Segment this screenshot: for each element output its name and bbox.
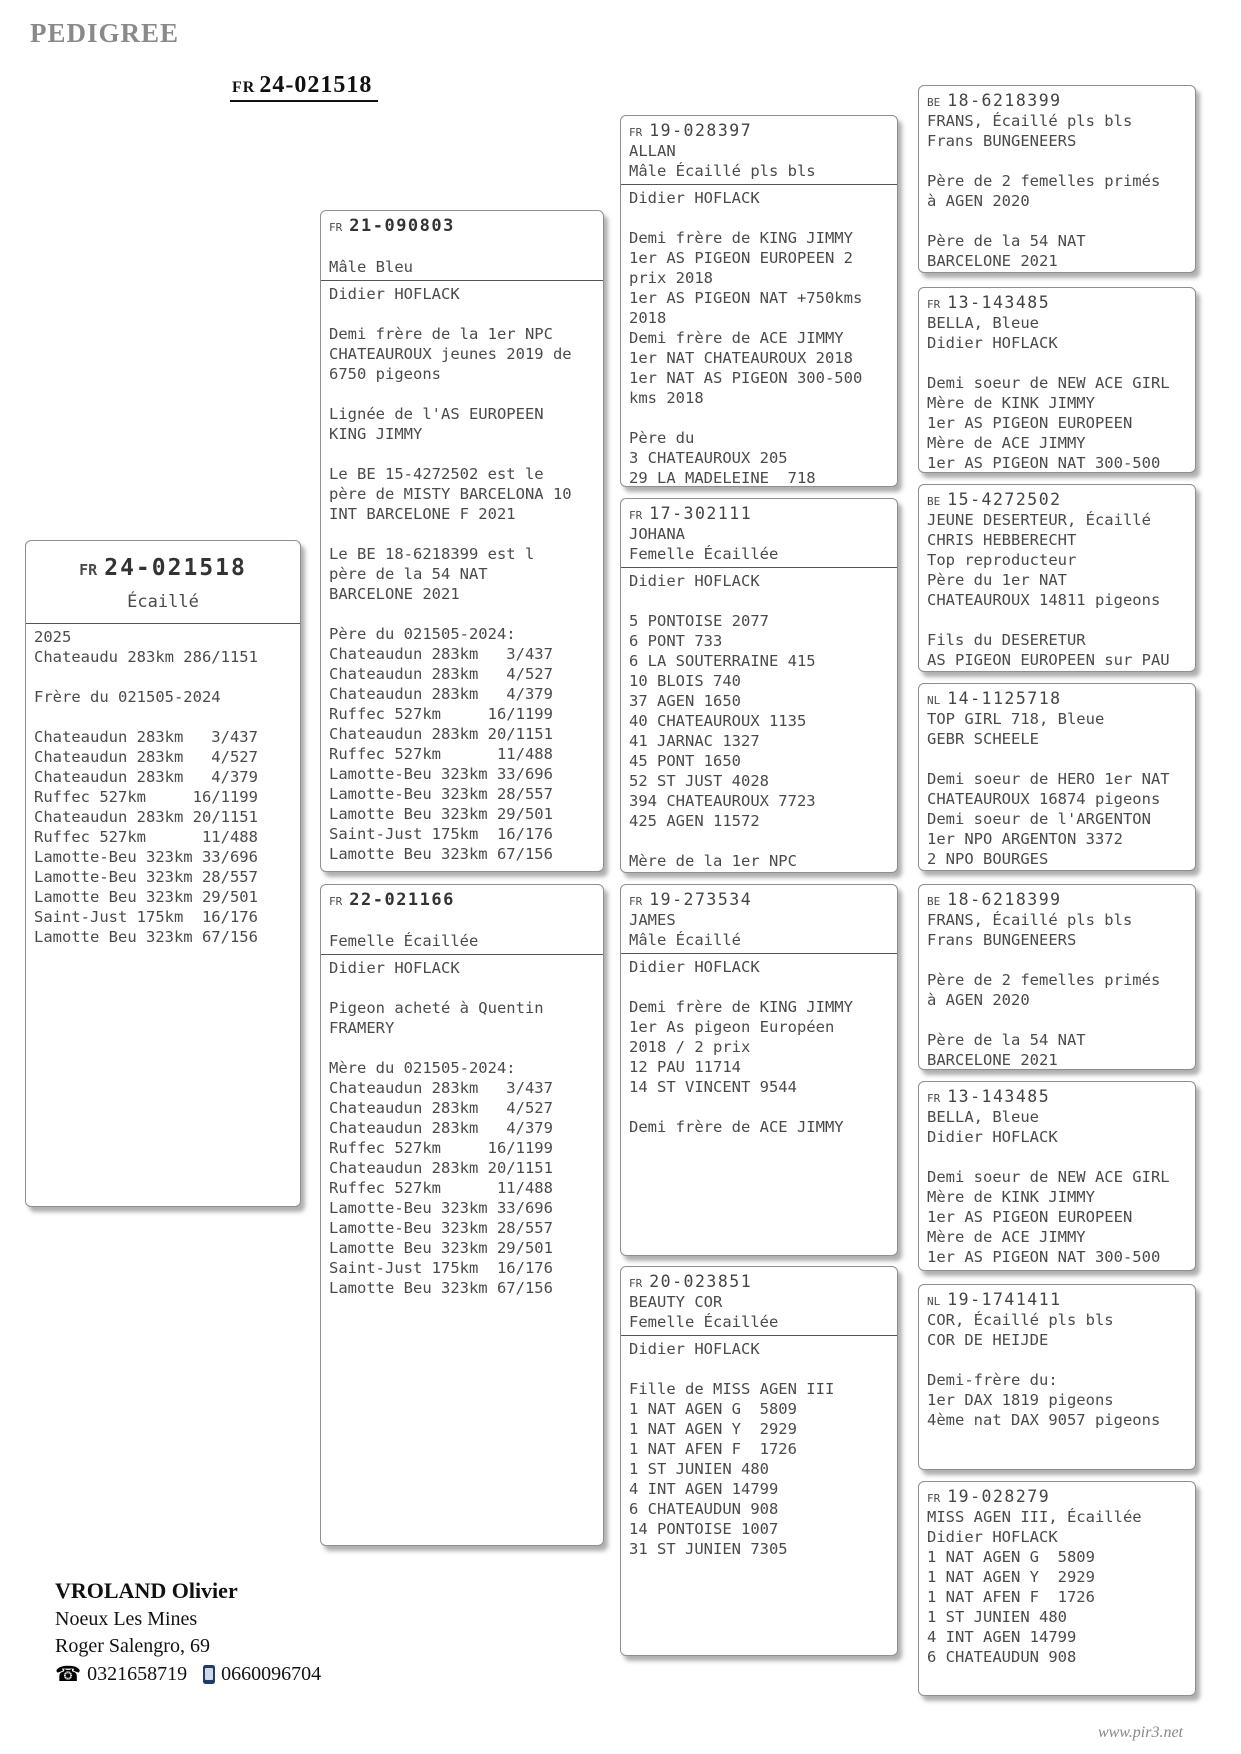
box-line: 1er NAT AS PIGEON 300-500 bbox=[629, 369, 863, 387]
box-line bbox=[927, 610, 1187, 630]
box-line: Ruffec 527km 11/488 bbox=[329, 1179, 553, 1197]
ring-number bbox=[927, 890, 1187, 909]
box-line: Saint-Just 175km 16/176 bbox=[329, 825, 553, 843]
divider bbox=[621, 1335, 897, 1336]
box-line: 1 NAT AFEN F 1726 bbox=[629, 1440, 797, 1458]
box-line: 29 LA MADELEINE 718 bbox=[629, 469, 816, 487]
box-line: 6 CHATEAUDUN 908 bbox=[927, 1648, 1077, 1666]
box-line: Lamotte-Beu 323km 33/696 bbox=[329, 765, 553, 783]
box-line bbox=[629, 1097, 889, 1117]
box-line bbox=[34, 707, 292, 727]
box-line bbox=[629, 1359, 889, 1379]
ring-number bbox=[927, 1487, 1187, 1506]
box-line: Père du bbox=[629, 429, 695, 447]
box-line: JEUNE DESERTEUR, Écaillé bbox=[927, 511, 1151, 529]
breeder-address-line2: Roger Salengro, 69 bbox=[55, 1635, 210, 1657]
box-line: FRAMERY bbox=[329, 1019, 395, 1037]
ring-number bbox=[629, 121, 889, 140]
box-line: Demi soeur de NEW ACE GIRL bbox=[927, 1168, 1170, 1186]
ring-number bbox=[927, 1290, 1187, 1309]
ring-number bbox=[329, 890, 595, 910]
box-line: ALLAN bbox=[629, 142, 676, 160]
ring-digits: 18-6218399 bbox=[947, 91, 1062, 110]
box-line bbox=[927, 950, 1187, 970]
box-line: Chateaudun 283km 3/437 bbox=[34, 728, 258, 746]
divider bbox=[621, 567, 897, 568]
box-line: prix 2018 bbox=[629, 269, 713, 287]
ring-digits: 24-021518 bbox=[104, 555, 247, 581]
box-line: Demi frère de KING JIMMY bbox=[629, 998, 853, 1016]
box-line: Fils du DESERETUR bbox=[927, 631, 1086, 649]
box-line: 2025 bbox=[34, 628, 72, 646]
box-line: Chateaudun 283km 4/379 bbox=[329, 1119, 553, 1137]
ring-number bbox=[629, 1272, 889, 1291]
box-line: 1 NAT AGEN G 5809 bbox=[927, 1548, 1095, 1566]
box-line: 1er AS PIGEON NAT 300-500 bbox=[927, 454, 1161, 472]
country-code: FR bbox=[329, 895, 343, 908]
box-line: MISS AGEN III, Écaillée bbox=[927, 1508, 1142, 1526]
box-line: 14 PONTOISE 1007 bbox=[629, 1520, 779, 1538]
watermark: www.pir3.net bbox=[1097, 1724, 1183, 1741]
box-line: Mâle Écaillé bbox=[629, 931, 741, 949]
box-line: 1er As pigeon Européen bbox=[629, 1018, 835, 1036]
country-code: BE bbox=[927, 495, 941, 508]
divider bbox=[321, 280, 603, 281]
box-line: kms 2018 bbox=[629, 389, 704, 407]
box-line: Mère de la 1er NPC bbox=[629, 852, 797, 870]
pedigree-box-granddam-johana bbox=[620, 498, 898, 873]
box-line: Didier HOFLACK bbox=[629, 572, 760, 590]
box-line: CHATEAUROUX 16874 pigeons bbox=[927, 790, 1161, 808]
box-line bbox=[927, 151, 1187, 171]
box-line: Le BE 15-4272502 est le bbox=[329, 465, 544, 483]
ring-digits: 19-273534 bbox=[649, 890, 753, 909]
pedigree-box-grandsire-allan bbox=[620, 115, 898, 487]
box-line bbox=[927, 1147, 1187, 1167]
box-line bbox=[329, 978, 595, 998]
box-line: COR, Écaillé pls bls bbox=[927, 1311, 1114, 1329]
phone-icon: ☎ bbox=[55, 1662, 82, 1686]
box-line bbox=[629, 591, 889, 611]
box-line: Ruffec 527km 16/1199 bbox=[34, 788, 258, 806]
box-line: AS PIGEON EUROPEEN sur PAU bbox=[927, 651, 1170, 669]
box-line: KING JIMMY bbox=[329, 425, 423, 443]
box-line: Didier HOFLACK bbox=[629, 189, 760, 207]
box-line: Saint-Just 175km 16/176 bbox=[34, 908, 258, 926]
box-line: à AGEN 2020 bbox=[927, 991, 1030, 1009]
box-line bbox=[629, 831, 889, 851]
box-line: 2018 / 2 prix bbox=[629, 1038, 751, 1056]
box-line: 6750 pigeons bbox=[329, 365, 441, 383]
box-line bbox=[329, 604, 595, 624]
box-line: FRANS, Écaillé pls bls bbox=[927, 112, 1133, 130]
pedigree-box-ggp-bella-1 bbox=[918, 287, 1196, 473]
ring-digits: 19-028397 bbox=[649, 121, 753, 140]
ring-number bbox=[927, 293, 1187, 312]
box-line bbox=[629, 408, 889, 428]
box-line bbox=[329, 911, 595, 931]
box-line bbox=[329, 524, 595, 544]
divider bbox=[26, 623, 300, 624]
box-line: 1 NAT AGEN Y 2929 bbox=[629, 1420, 797, 1438]
box-line: 37 AGEN 1650 bbox=[629, 692, 741, 710]
box-line: Demi soeur de HERO 1er NAT bbox=[927, 770, 1170, 788]
country-code: NL bbox=[927, 1295, 941, 1308]
box-line: Chateaudun 283km 3/437 bbox=[329, 645, 553, 663]
country-code: FR bbox=[629, 895, 643, 908]
box-line: 425 AGEN 11572 bbox=[629, 812, 760, 830]
box-line: Chateaudun 283km 20/1151 bbox=[34, 808, 258, 826]
breeder-phones bbox=[55, 1662, 321, 1687]
breeder-address-line1: Noeux Les Mines bbox=[55, 1608, 198, 1630]
box-line bbox=[329, 444, 595, 464]
box-line: CHATEAUROUX 14811 pigeons bbox=[927, 591, 1161, 609]
box-line: Fille de MISS AGEN III bbox=[629, 1380, 835, 1398]
ring-digits: 20-023851 bbox=[649, 1272, 753, 1291]
ring-number bbox=[927, 91, 1187, 110]
box-line: Didier HOFLACK bbox=[629, 1340, 760, 1358]
box-line: BELLA, Bleue bbox=[927, 1108, 1039, 1126]
pedigree-box-ggp-frans-2 bbox=[918, 884, 1196, 1070]
pedigree-box-subject bbox=[25, 540, 301, 1207]
box-line: Lamotte Beu 323km 67/156 bbox=[34, 928, 258, 946]
box-line: Lamotte-Beu 323km 28/557 bbox=[329, 785, 553, 803]
box-line: BELLA, Bleue bbox=[927, 314, 1039, 332]
box-line: Lamotte Beu 323km 29/501 bbox=[34, 888, 258, 906]
box-line: Didier HOFLACK bbox=[927, 1528, 1058, 1546]
country-code: FR bbox=[629, 509, 643, 522]
box-line: père de MISTY BARCELONA 10 bbox=[329, 485, 572, 503]
box-line: Lamotte-Beu 323km 33/696 bbox=[34, 848, 258, 866]
box-line: 40 CHATEAUROUX 1135 bbox=[629, 712, 807, 730]
pedigree-box-ggp-cor bbox=[918, 1284, 1196, 1470]
ring-digits: 17-302111 bbox=[649, 504, 753, 523]
box-line: Écaillé bbox=[127, 592, 199, 612]
box-line: Frans BUNGENEERS bbox=[927, 931, 1077, 949]
box-line: 3 CHATEAUROUX 205 bbox=[629, 449, 788, 467]
box-line: BARCELONE 2021 bbox=[329, 585, 460, 603]
box-line: 41 JARNAC 1327 bbox=[629, 732, 760, 750]
box-line: Ruffec 527km 11/488 bbox=[329, 745, 553, 763]
box-line: Femelle Écaillée bbox=[629, 1313, 779, 1331]
box-line: BEAUTY COR bbox=[629, 1293, 723, 1311]
box-line bbox=[329, 1038, 595, 1058]
box-line bbox=[927, 1010, 1187, 1030]
box-line: Mère de ACE JIMMY bbox=[927, 434, 1086, 452]
box-line bbox=[927, 1350, 1187, 1370]
country-code: BE bbox=[927, 895, 941, 908]
ring-number bbox=[629, 890, 889, 909]
box-line: Top reproducteur bbox=[927, 551, 1077, 569]
box-line: Lamotte Beu 323km 29/501 bbox=[329, 805, 553, 823]
box-line: père de la 54 NAT bbox=[329, 565, 488, 583]
box-line: Chateaudu 283km 286/1151 bbox=[34, 648, 258, 666]
ring-digits: 21-090803 bbox=[349, 216, 455, 236]
box-line: Ruffec 527km 16/1199 bbox=[329, 1139, 553, 1157]
box-line: Chateaudun 283km 4/527 bbox=[329, 665, 553, 683]
box-line: Frans BUNGENEERS bbox=[927, 132, 1077, 150]
country-code: FR bbox=[329, 221, 343, 234]
pedigree-box-mother bbox=[320, 884, 604, 1546]
box-line: Père de la 54 NAT bbox=[927, 232, 1086, 250]
box-line: Ruffec 527km 11/488 bbox=[34, 828, 258, 846]
box-line: 1 NAT AGEN Y 2929 bbox=[927, 1568, 1095, 1586]
box-line: Mâle Bleu bbox=[329, 258, 413, 276]
box-line: à AGEN 2020 bbox=[927, 192, 1030, 210]
box-line bbox=[329, 304, 595, 324]
country-code: FR bbox=[629, 1277, 643, 1290]
ring-digits: 19-1741411 bbox=[947, 1290, 1062, 1309]
box-line: 2 NPO BOURGES bbox=[927, 850, 1049, 868]
breeder-phone-number: 0321658719 bbox=[87, 1663, 188, 1685]
box-line: CHRIS HEBBERECHT bbox=[927, 531, 1077, 549]
box-line: Lamotte Beu 323km 67/156 bbox=[329, 845, 553, 863]
box-line: BARCELONE 2021 bbox=[927, 1051, 1058, 1069]
pedigree-box-grandsire-james bbox=[620, 884, 898, 1256]
box-line: Demi-frère du: bbox=[927, 1371, 1058, 1389]
box-line: 12 PAU 11714 bbox=[629, 1058, 741, 1076]
ring-digits: 18-6218399 bbox=[947, 890, 1062, 909]
pedigree-box-granddam-beauty-cor bbox=[620, 1266, 898, 1656]
ring-number bbox=[34, 555, 292, 581]
box-line: Lamotte Beu 323km 67/156 bbox=[329, 1279, 553, 1297]
ring-number bbox=[927, 689, 1187, 708]
box-line: Demi frère de ACE JIMMY bbox=[629, 329, 844, 347]
box-line: Chateaudun 283km 4/527 bbox=[34, 748, 258, 766]
breeder-info bbox=[55, 1578, 321, 1687]
pedigree-box-ggp-frans-1 bbox=[918, 85, 1196, 273]
box-line: Saint-Just 175km 16/176 bbox=[329, 1259, 553, 1277]
box-line: CHATEAUROUX jeunes 2019 de bbox=[329, 345, 572, 363]
box-line: 6 CHATEAUDUN 908 bbox=[629, 1500, 779, 1518]
box-line: 52 ST JUST 4028 bbox=[629, 772, 769, 790]
box-line: Mère de KINK JIMMY bbox=[927, 394, 1095, 412]
box-line: 1 ST JUNIEN 480 bbox=[629, 1460, 769, 1478]
country-code: FR bbox=[927, 1092, 941, 1105]
box-line: INT BARCELONE F 2021 bbox=[329, 505, 516, 523]
pedigree-box-ggp-bella-2 bbox=[918, 1081, 1196, 1271]
box-line: Lamotte Beu 323km 29/501 bbox=[329, 1239, 553, 1257]
pedigree-box-ggp-top-girl bbox=[918, 683, 1196, 871]
box-line: Chateaudun 283km 20/1151 bbox=[329, 1159, 553, 1177]
box-line: Mère de ACE JIMMY bbox=[927, 1228, 1086, 1246]
box-line: 5 PONTOISE 2077 bbox=[629, 612, 769, 630]
box-line: Didier HOFLACK bbox=[927, 1128, 1058, 1146]
box-line: Chateaudun 283km 4/527 bbox=[329, 1099, 553, 1117]
country-code: FR bbox=[629, 126, 643, 139]
box-line bbox=[329, 384, 595, 404]
box-line: 14 ST VINCENT 9544 bbox=[629, 1078, 797, 1096]
box-line: Chateaudun 283km 4/379 bbox=[329, 685, 553, 703]
box-line: 1er AS PIGEON EUROPEEN bbox=[927, 1208, 1133, 1226]
box-line: Mère de KINK JIMMY bbox=[927, 1188, 1095, 1206]
box-line: Père de 2 femelles primés bbox=[927, 172, 1161, 190]
box-line: Père de 2 femelles primés bbox=[927, 971, 1161, 989]
box-line: JOHANA bbox=[629, 525, 685, 543]
ring-number bbox=[927, 1087, 1187, 1106]
breeder-name: VROLAND Olivier bbox=[55, 1578, 238, 1603]
box-line: 10 BLOIS 740 bbox=[629, 672, 741, 690]
ring-number bbox=[629, 504, 889, 523]
ring-digits: 13-143485 bbox=[947, 1087, 1051, 1106]
title-ring-number: 24-021518 bbox=[259, 72, 373, 98]
box-line bbox=[927, 749, 1187, 769]
box-line: Lamotte-Beu 323km 28/557 bbox=[329, 1219, 553, 1237]
divider bbox=[621, 184, 897, 185]
pedigree-box-ggp-jeune-deserteur bbox=[918, 484, 1196, 672]
box-line: 6 PONT 733 bbox=[629, 632, 723, 650]
box-line: 2018 bbox=[629, 309, 667, 327]
box-line: Le BE 18-6218399 est l bbox=[329, 545, 535, 563]
country-code: FR bbox=[79, 561, 98, 579]
mobile-phone-icon bbox=[203, 1665, 215, 1684]
box-line: 1er AS PIGEON NAT 300-500 bbox=[927, 1248, 1161, 1266]
box-line: BARCELONE 2021 bbox=[927, 252, 1058, 270]
box-line: 1er AS PIGEON EUROPEEN 2 bbox=[629, 249, 853, 267]
box-line: 4 INT AGEN 14799 bbox=[629, 1480, 779, 1498]
breeder-mobile-number: 0660096704 bbox=[221, 1663, 322, 1685]
box-line: 45 PONT 1650 bbox=[629, 752, 741, 770]
box-line: 4ème nat DAX 9057 pigeons bbox=[927, 1411, 1161, 1429]
box-line: Pigeon acheté à Quentin bbox=[329, 999, 544, 1017]
box-line: TOP GIRL 718, Bleue bbox=[927, 710, 1105, 728]
box-line: 6 LA SOUTERRAINE 415 bbox=[629, 652, 816, 670]
box-line: Demi frère de KING JIMMY bbox=[629, 229, 853, 247]
box-line: COR DE HEIJDE bbox=[927, 1331, 1049, 1349]
pedigree-box-ggp-miss-agen-iii bbox=[918, 1481, 1196, 1696]
box-line: 1 ST JUNIEN 480 bbox=[927, 1608, 1067, 1626]
ring-digits: 22-021166 bbox=[349, 890, 455, 910]
ring-number bbox=[329, 216, 595, 236]
ring-digits: 13-143485 bbox=[947, 293, 1051, 312]
box-line: Didier HOFLACK bbox=[329, 285, 460, 303]
box-line: JAMES bbox=[629, 911, 676, 929]
box-line: 1er AS PIGEON EUROPEEN bbox=[927, 414, 1133, 432]
country-code: FR bbox=[927, 1492, 941, 1505]
box-line: Didier HOFLACK bbox=[629, 958, 760, 976]
box-line: Demi frère de la 1er NPC bbox=[329, 325, 553, 343]
ring-digits: 19-028279 bbox=[947, 1487, 1051, 1506]
box-line: GEBR SCHEELE bbox=[927, 730, 1039, 748]
box-line: Lignée de l'AS EUROPEEN bbox=[329, 405, 544, 423]
box-line: Père du 021505-2024: bbox=[329, 625, 516, 643]
box-line bbox=[629, 208, 889, 228]
box-line bbox=[34, 667, 292, 687]
page-title bbox=[230, 72, 378, 102]
box-line: Femelle Écaillée bbox=[329, 932, 479, 950]
box-line: Lamotte-Beu 323km 28/557 bbox=[34, 868, 258, 886]
box-line: Mâle Écaillé pls bls bbox=[629, 162, 816, 180]
box-line: Didier HOFLACK bbox=[927, 334, 1058, 352]
box-line: Demi soeur de NEW ACE GIRL bbox=[927, 374, 1170, 392]
ring-digits: 15-4272502 bbox=[947, 490, 1062, 509]
box-line bbox=[629, 977, 889, 997]
box-line: Demi frère de ACE JIMMY bbox=[629, 1118, 844, 1136]
box-line: Chateaudun 283km 4/379 bbox=[34, 768, 258, 786]
box-line: 394 CHATEAUROUX 7723 bbox=[629, 792, 816, 810]
country-code: FR bbox=[927, 298, 941, 311]
box-line: Chateaudun 283km 3/437 bbox=[329, 1079, 553, 1097]
box-line bbox=[927, 211, 1187, 231]
box-line: Mère du 021505-2024: bbox=[329, 1059, 516, 1077]
title-country-code: FR bbox=[232, 79, 256, 96]
divider bbox=[321, 954, 603, 955]
box-line: Frère du 021505-2024 bbox=[34, 688, 221, 706]
country-code: NL bbox=[927, 694, 941, 707]
page-header: PEDIGREE bbox=[30, 18, 180, 48]
box-line: 1 NAT AFEN F 1726 bbox=[927, 1588, 1095, 1606]
box-line: Père de la 54 NAT bbox=[927, 1031, 1086, 1049]
box-line bbox=[329, 237, 595, 257]
box-line: Ruffec 527km 16/1199 bbox=[329, 705, 553, 723]
country-code: BE bbox=[927, 96, 941, 109]
box-line: Femelle Écaillée bbox=[629, 545, 779, 563]
box-line: 31 ST JUNIEN 7305 bbox=[629, 1540, 788, 1558]
ring-number bbox=[927, 490, 1187, 509]
box-line: Lamotte-Beu 323km 33/696 bbox=[329, 1199, 553, 1217]
box-line: FRANS, Écaillé pls bls bbox=[927, 911, 1133, 929]
divider bbox=[621, 953, 897, 954]
box-line: 1 NAT AGEN G 5809 bbox=[629, 1400, 797, 1418]
box-line: Chateaudun 283km 20/1151 bbox=[329, 725, 553, 743]
box-line bbox=[927, 353, 1187, 373]
ring-digits: 14-1125718 bbox=[947, 689, 1062, 708]
box-line: 4 INT AGEN 14799 bbox=[927, 1628, 1077, 1646]
box-line: Père du 1er NAT bbox=[927, 571, 1067, 589]
box-line: Demi soeur de l'ARGENTON bbox=[927, 810, 1151, 828]
box-line: 1er AS PIGEON NAT +750kms bbox=[629, 289, 863, 307]
box-line: 1er NPO ARGENTON 3372 bbox=[927, 830, 1123, 848]
pedigree-box-father bbox=[320, 210, 604, 872]
box-line: Didier HOFLACK bbox=[329, 959, 460, 977]
box-line: 1er DAX 1819 pigeons bbox=[927, 1391, 1114, 1409]
box-line: 1er NAT CHATEAUROUX 2018 bbox=[629, 349, 853, 367]
